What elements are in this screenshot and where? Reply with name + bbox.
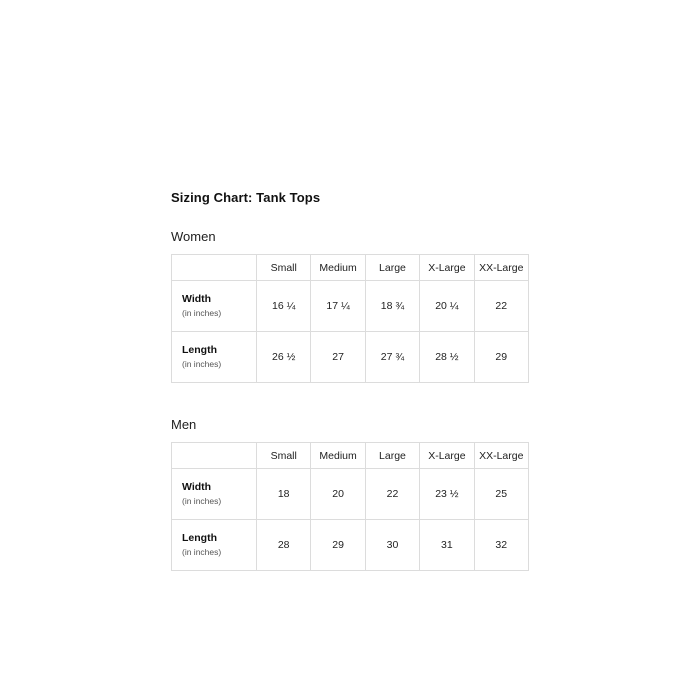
table-header-men: [172, 443, 529, 469]
column-header-medium: Medium: [311, 255, 365, 281]
section-heading-men: Men: [171, 417, 197, 432]
cell-width-large: 18 ¾: [365, 281, 419, 332]
table-body-men: [172, 469, 529, 571]
column-header-medium: Medium: [311, 443, 365, 469]
section-men: [171, 417, 571, 571]
row-label-name: Length: [182, 344, 217, 356]
cell-length-small: 28: [257, 520, 311, 571]
row-label-name: Width: [182, 481, 212, 493]
cell-length-medium: 29: [311, 520, 365, 571]
table-corner-cell: [172, 255, 257, 281]
cell-width-medium: 20: [311, 469, 365, 520]
column-header-small: Small: [257, 443, 311, 469]
table-header-row: [172, 255, 529, 281]
page-title: Sizing Chart: Tank Tops: [171, 190, 321, 205]
column-header-large: Large: [365, 443, 419, 469]
cell-width-xx-large: 22: [474, 281, 528, 332]
row-label-width: [172, 281, 257, 332]
section-heading-women: Women: [171, 229, 216, 244]
cell-width-medium: 17 ¼: [311, 281, 365, 332]
table-row: [172, 281, 529, 332]
table-header-women: [172, 255, 529, 281]
cell-width-small: 16 ¼: [257, 281, 311, 332]
cell-length-large: 30: [365, 520, 419, 571]
column-header-x-large: X-Large: [420, 443, 474, 469]
sizing-table-women: [171, 254, 529, 383]
column-header-xx-large: XX-Large: [474, 255, 528, 281]
table-row: [172, 520, 529, 571]
row-label-unit: (in inches): [182, 496, 222, 506]
cell-width-x-large: 23 ½: [420, 469, 474, 520]
column-header-xx-large: XX-Large: [474, 443, 528, 469]
row-label-width: [172, 469, 257, 520]
sizing-chart-content: [171, 190, 571, 571]
cell-length-x-large: 31: [420, 520, 474, 571]
section-women: [171, 229, 571, 383]
table-row: [172, 469, 529, 520]
row-label-length: [172, 520, 257, 571]
row-label-unit: (in inches): [182, 308, 222, 318]
row-label-name: Width: [182, 293, 212, 305]
cell-width-small: 18: [257, 469, 311, 520]
sizing-table-men: [171, 442, 529, 571]
cell-length-xx-large: 29: [474, 332, 528, 383]
row-label-name: Length: [182, 532, 217, 544]
table-body-women: [172, 281, 529, 383]
row-label-unit: (in inches): [182, 359, 222, 369]
cell-width-x-large: 20 ¼: [420, 281, 474, 332]
column-header-x-large: X-Large: [420, 255, 474, 281]
table-corner-cell: [172, 443, 257, 469]
table-row: [172, 332, 529, 383]
cell-width-large: 22: [365, 469, 419, 520]
cell-length-large: 27 ¾: [365, 332, 419, 383]
column-header-small: Small: [257, 255, 311, 281]
cell-length-x-large: 28 ½: [420, 332, 474, 383]
cell-length-medium: 27: [311, 332, 365, 383]
row-label-unit: (in inches): [182, 547, 222, 557]
cell-width-xx-large: 25: [474, 469, 528, 520]
cell-length-small: 26 ½: [257, 332, 311, 383]
row-label-length: [172, 332, 257, 383]
cell-length-xx-large: 32: [474, 520, 528, 571]
column-header-large: Large: [365, 255, 419, 281]
table-header-row: [172, 443, 529, 469]
